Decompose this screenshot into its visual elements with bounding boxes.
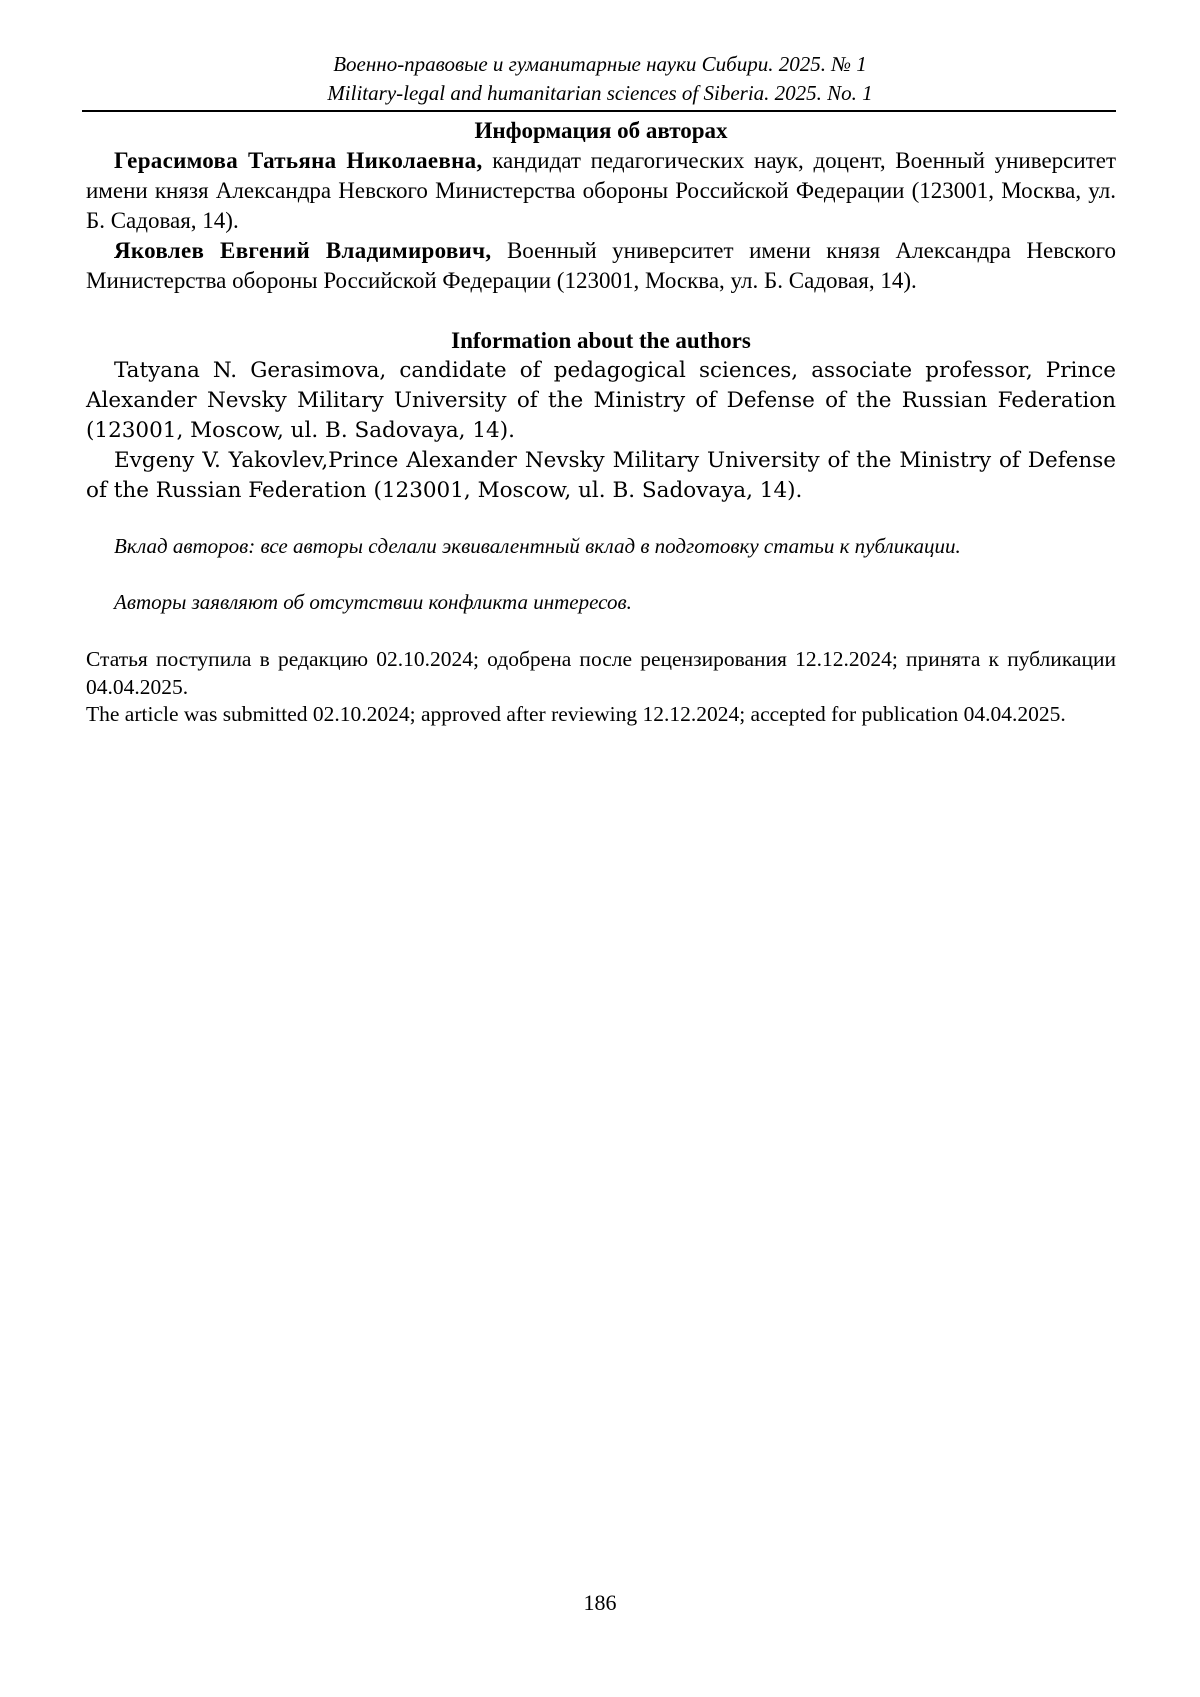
author-name: Яковлев Евгений Владимирович, bbox=[114, 238, 492, 263]
journal-header-ru: Военно-правовые и гуманитарные науки Сибири. 2025. № 1 bbox=[333, 52, 867, 76]
journal-header-en: Military-legal and humanitarian sciences of Siberia. 2025. No. 1 bbox=[327, 81, 873, 105]
author-details: кандидат педагогических наук, доцент, Военный университет имени князя Александра Невского Министерства обороны Российской Федерации (123001, Москва, ул. Б. Садовая, 14). bbox=[86, 148, 1116, 233]
article-back-matter bbox=[86, 116, 1116, 729]
journal-header bbox=[0, 50, 1200, 108]
authors-heading-ru: Информация об авторах bbox=[474, 118, 728, 143]
author-entry-en: Tatyana N. Gerasimova, candidate of pedagogical sciences, associate professor, Prince Alexander Nevsky Military University of the Ministry of Defense of the Russian Federation (123001, Moscow, ul. B. Sadovaya, 14). bbox=[86, 358, 1116, 443]
page-number: 186 bbox=[583, 1590, 617, 1615]
author-entry-ru bbox=[86, 236, 1116, 296]
dates-ru: Статья поступила в редакцию 02.10.2024; одобрена после рецензирования 12.12.2024; принята к публикации 04.04.2025. bbox=[86, 647, 1116, 699]
authors-heading-en: Information about the authors bbox=[451, 328, 751, 353]
article-dates bbox=[86, 646, 1116, 729]
conflict-note: Авторы заявляют об отсутствии конфликта интересов. bbox=[114, 590, 632, 614]
author-name: Герасимова Татьяна Николаевна, bbox=[114, 148, 483, 173]
contribution-note: Вклад авторов: все авторы сделали эквивалентный вклад в подготовку статьи к публикации. bbox=[114, 534, 961, 558]
author-entry-ru bbox=[86, 146, 1116, 236]
author-entry-en: Evgeny V. Yakovlev,Prince Alexander Nevsky Military University of the Ministry of Defense of the Russian Federation (123001, Moscow, ul. B. Sadovaya, 14). bbox=[86, 448, 1116, 503]
dates-en: The article was submitted 02.10.2024; approved after reviewing 12.12.2024; accepted for publication 04.04.2025. bbox=[86, 702, 1066, 726]
header-divider bbox=[82, 110, 1116, 112]
author-details: Военный университет имени князя Александра Невского Министерства обороны Российской Федерации (123001, Москва, ул. Б. Садовая, 14). bbox=[86, 238, 1116, 293]
